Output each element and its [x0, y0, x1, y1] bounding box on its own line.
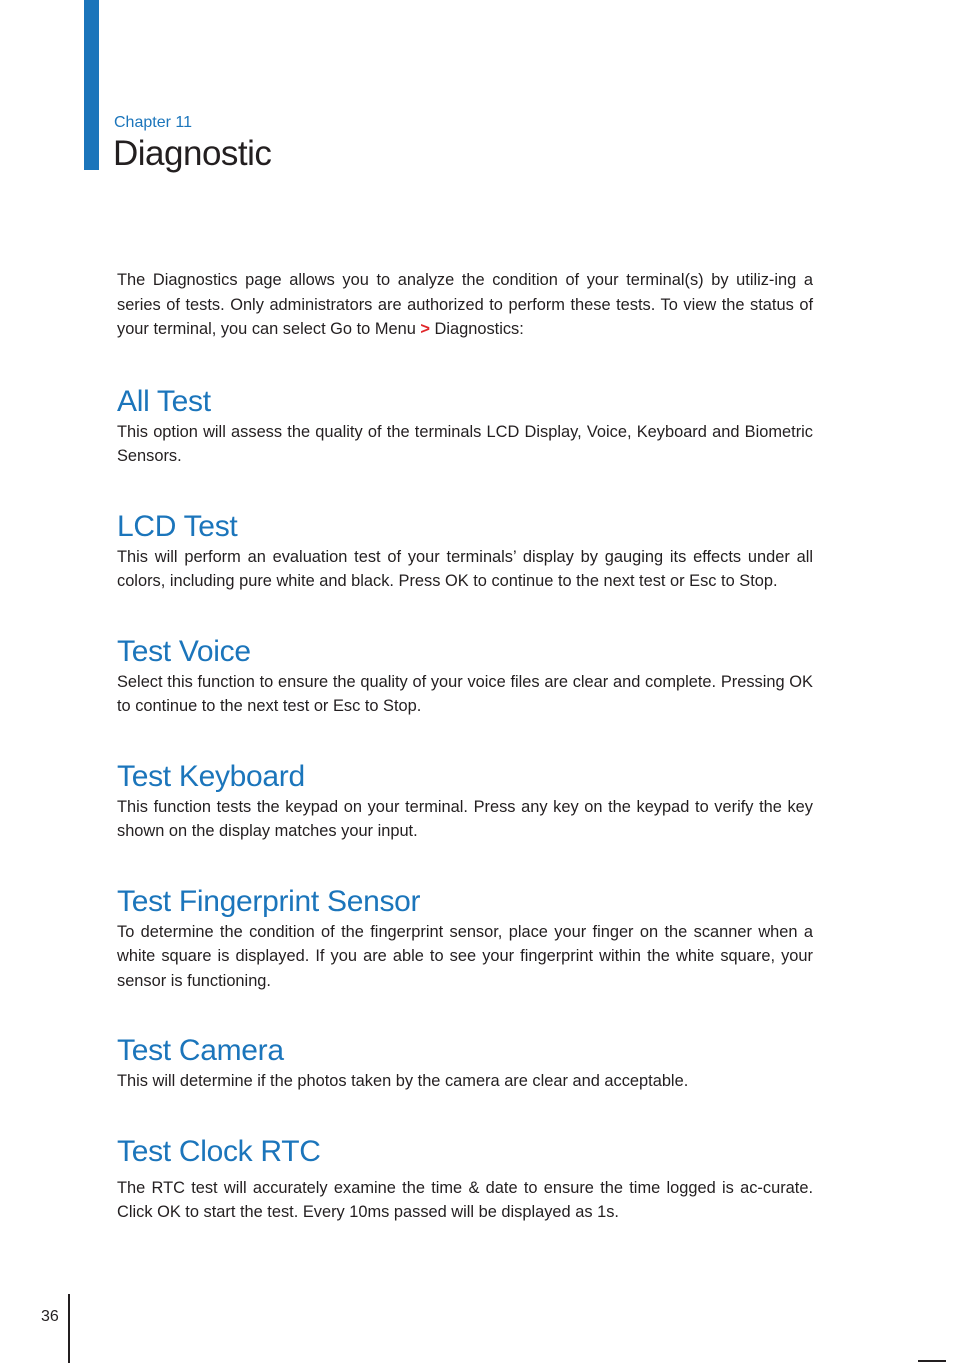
- section-title: LCD Test: [117, 509, 238, 543]
- page-content: [117, 268, 813, 1225]
- corner-rule: [918, 1360, 946, 1362]
- section-test-camera: [117, 1033, 813, 1094]
- section-lcd-test: [117, 509, 813, 594]
- section-all-test: [117, 384, 813, 469]
- section-test-clock-rtc: [117, 1134, 813, 1225]
- section-body: This option will assess the quality of the terminals LCD Display, Voice, Keyboard and Biometric Sensors.: [117, 422, 813, 465]
- chapter-label: Chapter 11: [114, 114, 192, 131]
- menu-arrow-icon: >: [420, 320, 430, 338]
- chapter-title: Diagnostic: [113, 134, 272, 173]
- chapter-side-bar: [84, 0, 99, 170]
- section-title: Test Keyboard: [117, 759, 305, 793]
- section-body: Select this function to ensure the quality of your voice files are clear and complete. Pressing OK to continue to the next test or Esc to Stop.: [117, 672, 813, 715]
- section-body: This will determine if the photos taken by the camera are clear and acceptable.: [117, 1072, 689, 1090]
- intro-text: The Diagnostics page allows you to analyze the condition of your terminal(s) by utiliz-ing a series of tests. Only administrators are authorized to perform these tests. To view the status of your terminal, you can select Go to Menu: [117, 271, 813, 338]
- intro-text-end: Diagnostics:: [429, 320, 524, 338]
- section-title: Test Camera: [117, 1034, 284, 1067]
- section-title: All Test: [117, 384, 211, 418]
- intro-paragraph: [117, 268, 813, 342]
- section-title: Test Fingerprint Sensor: [117, 884, 421, 918]
- section-test-voice: [117, 634, 813, 719]
- section-test-fingerprint-sensor: [117, 884, 813, 994]
- page-number-rule: [68, 1294, 70, 1363]
- section-test-keyboard: [117, 759, 813, 844]
- section-body: This will perform an evaluation test of your terminals’ display by gauging its effects under all colors, including pure white and black. Press OK to continue to the next test or Esc to Stop.: [117, 547, 813, 590]
- page-number: 36: [41, 1308, 59, 1325]
- section-title: Test Voice: [117, 634, 251, 668]
- section-body: To determine the condition of the fingerprint sensor, place your finger on the scanner when a white square is displayed. If you are able to see your fingerprint within the white square, your sensor is functioning.: [117, 922, 813, 990]
- section-body: This function tests the keypad on your terminal. Press any key on the keypad to verify the key shown on the display matches your input.: [117, 797, 813, 840]
- section-body: The RTC test will accurately examine the time & date to ensure the time logged is ac-curate. Click OK to start the test. Every 10ms passed will be displayed as 1s.: [117, 1178, 813, 1221]
- section-title: Test Clock RTC: [117, 1134, 321, 1168]
